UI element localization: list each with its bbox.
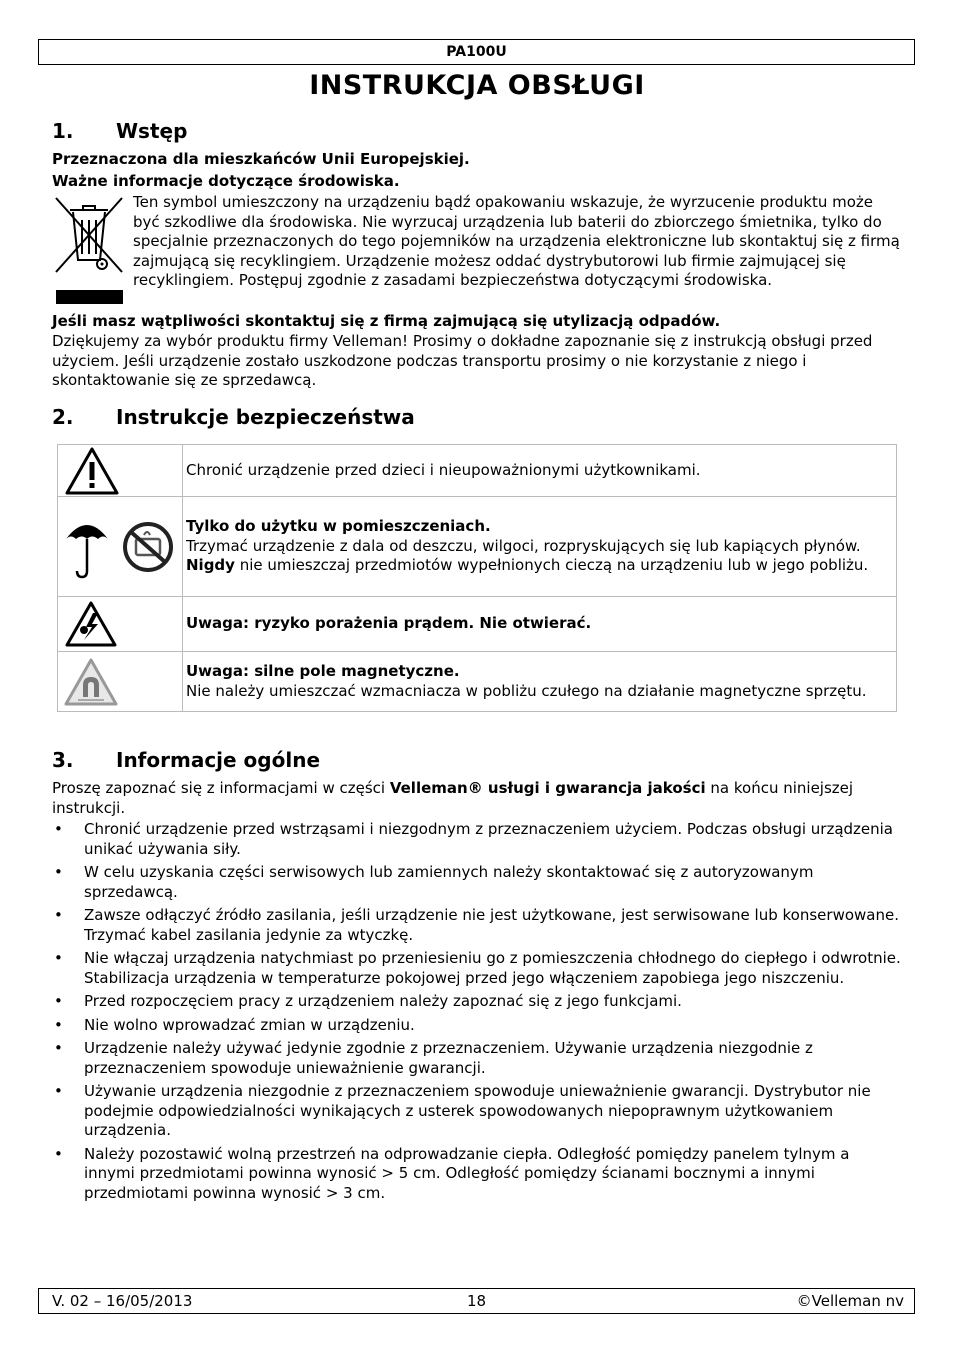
- intro-text-cont: na końcu niniejszej instrukcji.: [52, 779, 854, 817]
- weee-black-bar: [56, 290, 123, 304]
- row-text: Chronić urządzenie przed dzieci i nieupoważnionymi użytkownikami.: [186, 460, 701, 479]
- row-text: Nie należy umieszczać wzmacniacza w pobliżu czułego na działanie magnetyczne sprzętu.: [186, 681, 867, 700]
- section-title: Informacje ogólne: [116, 748, 321, 772]
- section-1-heading: [52, 119, 187, 143]
- list-item: • Chronić urządzenie przed wstrząsami i niezgodnym z przeznaczeniem użyciem. Podczas obsługi urządzenia unikać używania siły.: [52, 820, 902, 859]
- list-item: • Zawsze odłączyć źródło zasilania, jeśli urządzenie nie jest użytkowane, jest serwisowane lub konserwowane. Trzymać kabel zasilania jedynie za wtyczkę.: [52, 906, 902, 945]
- section-number: 3.: [52, 748, 74, 772]
- warning-triangle-icon: [64, 446, 120, 496]
- list-item: • Należy pozostawić wolną przestrzeń na odprowadzanie ciepła. Odległość pomiędzy panelem tylnym a innymi przedmiotami powinna wynosić > 5 cm. Odległość pomiędzy ścianami bocznymi a innymi przedmiotami powinna wynosić > 3 cm.: [52, 1145, 902, 1204]
- thank-you-paragraph: Dziękujemy za wybór produktu firmy Velleman! Prosimy o dokładne zapoznanie się z instrukcją obsługi przed użyciem. Jeśli urządzenie zostało uszkodzone podczas transportu prosimy o nie korzystanie z niego i skontaktowanie się ze sprzedawcą.: [52, 332, 873, 389]
- row-text-cont: nie umieszczaj przedmiotów wypełnionych cieczą na urządzeniu lub w jego pobliżu.: [234, 556, 869, 575]
- table-row: [58, 445, 897, 497]
- table-row: [58, 652, 897, 712]
- text-cell: [183, 652, 897, 712]
- copyright: ©Velleman nv: [796, 1292, 904, 1310]
- crossed-bin-icon: [54, 196, 124, 276]
- document-title: INSTRUKCJA OBSŁUGI: [309, 70, 645, 101]
- row-bold-text: Uwaga: silne pole magnetyczne.: [186, 662, 460, 680]
- section-title: Wstęp: [116, 119, 188, 143]
- list-item: • Nie włączaj urządzenia natychmiast po przeniesieniu go z pomieszczenia chłodnego do ciepłego i odwrotnie. Stabilizacja urządzenia w temperaturze pokojowej przed jego włączeniem zapobiega jego niszczeniu.: [52, 949, 902, 988]
- row-bold-text: Tylko do użytku w pomieszczeniach.: [186, 517, 491, 536]
- section-number: 1.: [52, 119, 74, 143]
- page-header: [38, 39, 915, 65]
- list-item: • Urządzenie należy używać jedynie zgodnie z przeznaczeniem. Używanie urządzenia niezgodnie z przeznaczeniem spowoduje unieważnienie gwarancji.: [52, 1039, 902, 1078]
- page-footer: [38, 1288, 915, 1314]
- row-bold-text: Uwaga: ryzyko porażenia prądem. Nie otwierać.: [186, 614, 592, 633]
- model-name: PA100U: [446, 44, 507, 60]
- disposal-contact-notice: Jeśli masz wątpliwości skontaktuj się z firmą zajmującą się utylizacją odpadów.: [52, 312, 721, 330]
- page-number: 18: [466, 1292, 487, 1310]
- no-liquids-icon: [122, 521, 174, 573]
- intro-bold-text: Velleman® usługi i gwarancja jakości: [389, 779, 706, 797]
- section-number: 2.: [52, 405, 74, 429]
- general-info-list: [52, 820, 902, 1207]
- icon-cell: [58, 497, 183, 597]
- electric-shock-icon: [64, 600, 118, 648]
- safety-table: [57, 444, 897, 712]
- row-text: Trzymać urządzenie z dala od deszczu, wilgoci, rozpryskujących się lub kapiących płynów.: [186, 536, 861, 555]
- icon-cell: [58, 652, 183, 712]
- section-title: Instrukcje bezpieczeństwa: [116, 405, 415, 429]
- table-row: [58, 497, 897, 597]
- weee-description: Ten symbol umieszczony na urządzeniu bądź opakowaniu wskazuje, że wyrzucenie produktu może być szkodliwe dla środowiska. Nie wyrzucaj urządzenia lub baterii do zbiorczego śmietnika, tylko do specjalnie przeznaczonych do tego pojemników na urządzenia elektroniczne lub skontaktuj się z firmą zajmującą się recyklingiem. Urządzenie możesz oddać dystrybutorowi lub firmie zajmującej się recyklingiem. Postępuj zgodnie z zasadami bezpieczeństwa dotyczącymi środowiska.: [133, 193, 900, 289]
- list-item: • Przed rozpoczęciem pracy z urządzeniem należy zapoznać się z jego funkcjami.: [52, 992, 902, 1012]
- text-cell: [183, 445, 897, 497]
- row-bold-inline: Nigdy: [186, 556, 235, 575]
- text-cell: [183, 597, 897, 652]
- version-date: V. 02 – 16/05/2013: [52, 1292, 193, 1310]
- text-cell: [183, 497, 897, 597]
- general-info-intro: [52, 779, 902, 818]
- eu-notice: Przeznaczona dla mieszkańców Unii Europejskiej.: [52, 150, 470, 168]
- section-3-heading: [52, 748, 320, 772]
- intro-text: Proszę zapoznać się z informacjami w części: [52, 779, 390, 797]
- table-row: [58, 597, 897, 652]
- section-2-heading: [52, 405, 415, 429]
- icon-cell: [58, 597, 183, 652]
- list-item: • W celu uzyskania części serwisowych lub zamiennych należy skontaktować się z autoryzowanym sprzedawcą.: [52, 863, 902, 902]
- list-item: • Nie wolno wprowadzać zmian w urządzeniu.: [52, 1016, 902, 1036]
- environment-heading: Ważne informacje dotyczące środowiska.: [52, 172, 400, 190]
- umbrella-icon: [64, 515, 110, 579]
- magnetic-field-icon: [64, 657, 118, 707]
- icon-cell: [58, 445, 183, 497]
- list-item: • Używanie urządzenia niezgodnie z przeznaczeniem spowoduje unieważnienie gwarancji. Dystrybutor nie podejmie odpowiedzialności wynikających z usterek spowodowanych niepoprawnym użytkowaniem urządzenia.: [52, 1082, 902, 1141]
